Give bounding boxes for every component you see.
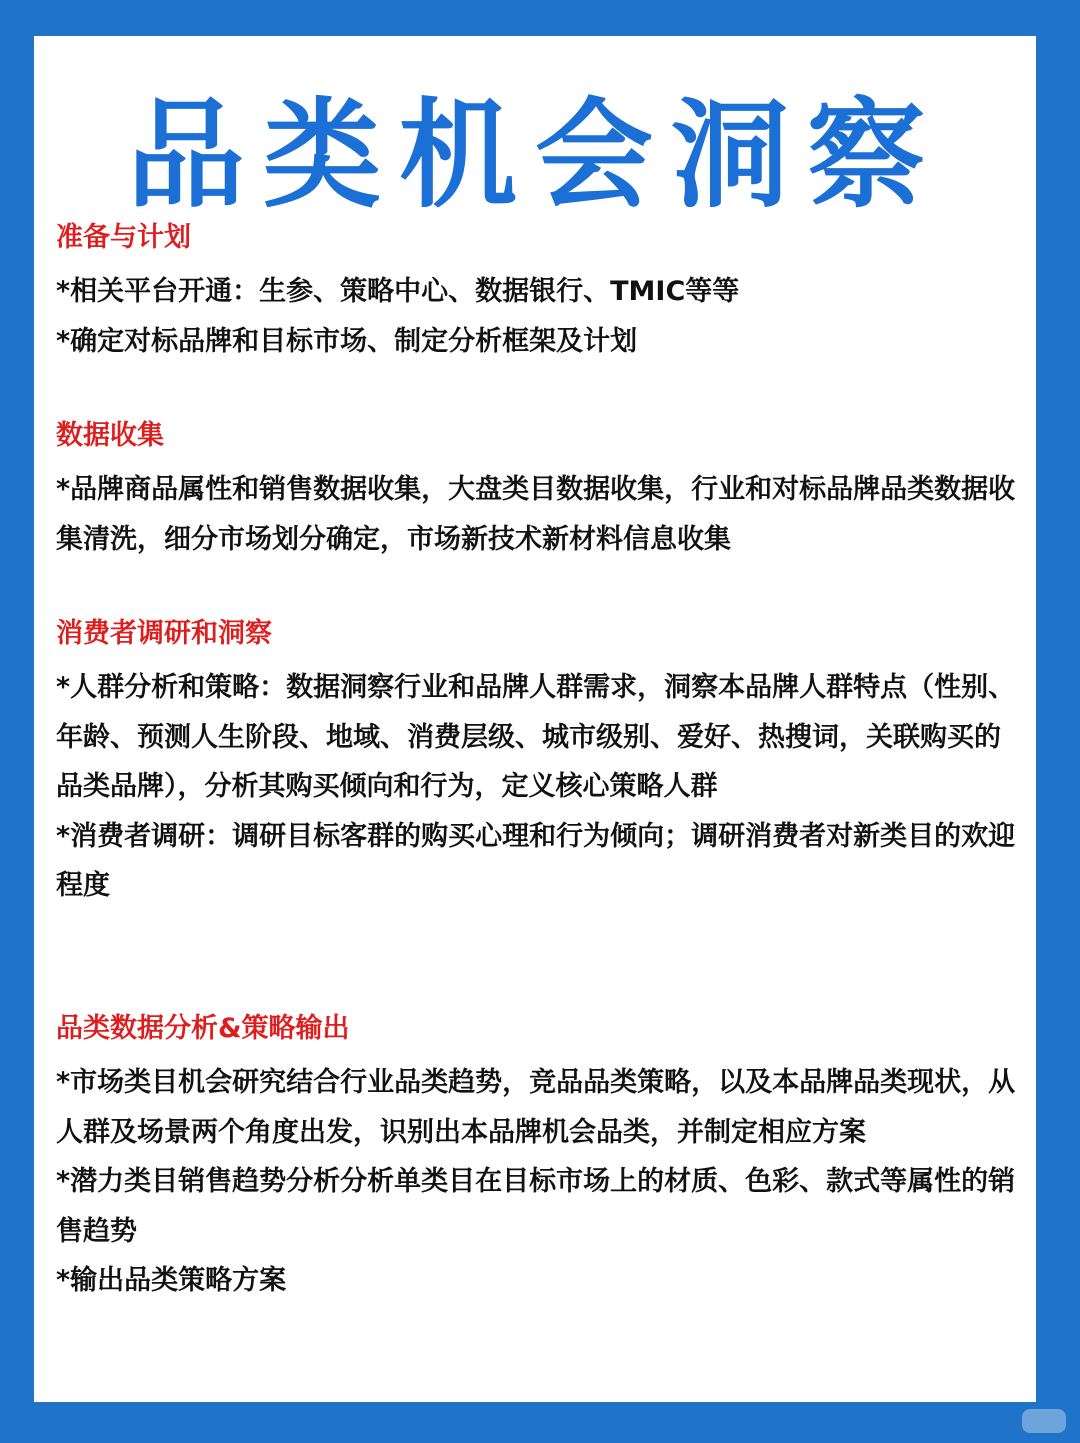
bullet-item: *市场类目机会研究结合行业品类趋势，竞品品类策略，以及本品牌品类现状，从人群及场景两个角度出发，识别出本品牌机会品类，并制定相应方案 bbox=[56, 1067, 1016, 1148]
bullet-item: *相关平台开通：生参、策略中心、数据银行、TMIC等等 bbox=[56, 276, 740, 307]
bullet-item: *潜力类目销售趋势分析分析单类目在目标市场上的材质、色彩、款式等属性的销售趋势 bbox=[56, 1166, 1016, 1247]
section-heading: 品类数据分析&策略输出 bbox=[56, 1013, 350, 1044]
section-heading: 消费者调研和洞察 bbox=[56, 618, 272, 649]
bullet-item: *消费者调研：调研目标客群的购买心理和行为倾向；调研消费者对新类目的欢迎程度 bbox=[56, 820, 1016, 901]
bullet-item: *品牌商品属性和销售数据收集，大盘类目数据收集，行业和对标品牌品类数据收集清洗，细分市场划分确定，市场新技术新材料信息收集 bbox=[56, 474, 1016, 555]
section-heading: 准备与计划 bbox=[56, 222, 191, 253]
watermark-badge bbox=[1022, 1409, 1066, 1433]
section-consumer-research bbox=[56, 614, 1020, 911]
bullet-item: *输出品类策略方案 bbox=[56, 1265, 287, 1296]
section-heading: 数据收集 bbox=[56, 420, 164, 451]
page-title: 品类机会洞察 bbox=[126, 86, 943, 224]
bullet-item: *人群分析和策略：数据洞察行业和品牌人群需求，洞察本品牌人群特点（性别、年龄、预测人生阶段、地域、消费层级、城市级别、爱好、热搜词，关联购买的品类品牌），分析其购买倾向和行为，定义核心策略人群 bbox=[56, 672, 1016, 802]
section-category-analysis bbox=[56, 1009, 1020, 1306]
section-preparation bbox=[56, 218, 1020, 366]
section-data-collection bbox=[56, 416, 1020, 564]
bullet-item: *确定对标品牌和目标市场、制定分析框架及计划 bbox=[56, 325, 638, 357]
content-card bbox=[34, 36, 1036, 1402]
